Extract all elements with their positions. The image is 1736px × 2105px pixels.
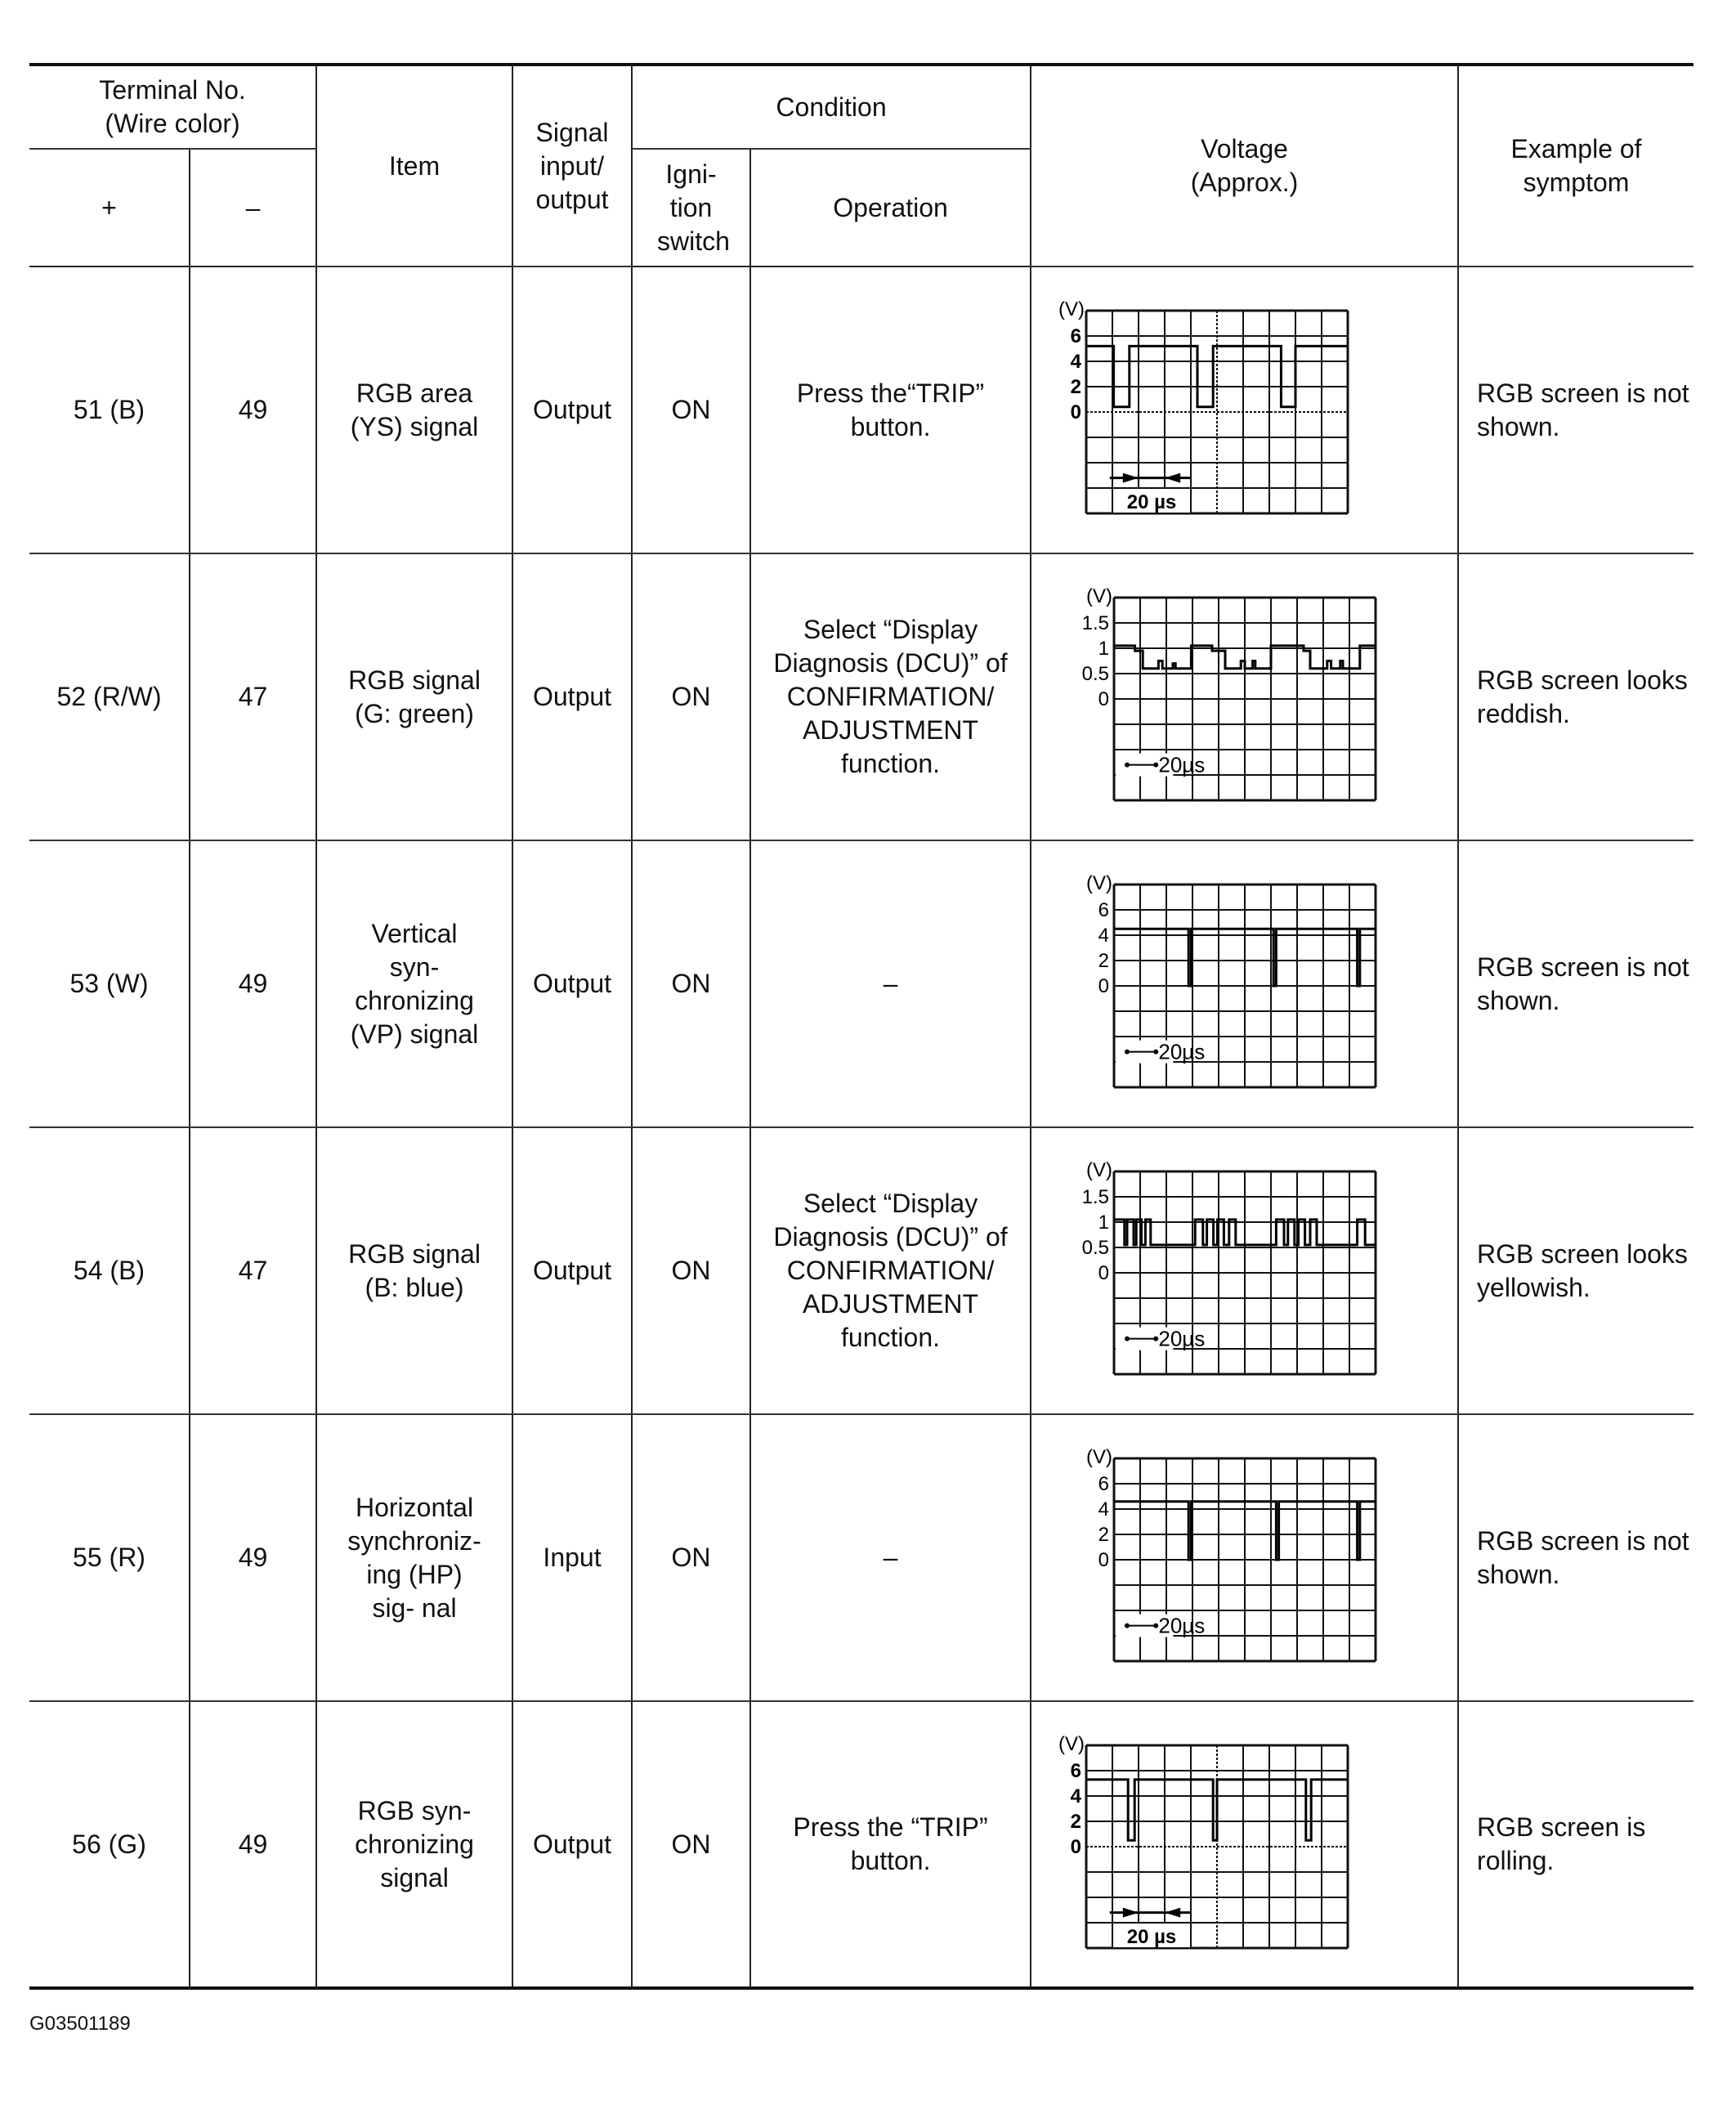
header-condition: Condition: [632, 65, 1031, 149]
voltage-tick-label: 6: [1070, 325, 1082, 347]
header-signal-io: Signal input/ output: [512, 65, 632, 266]
oscilloscope-chart: [1029, 286, 1389, 531]
voltage-tick-label: 6: [1098, 1473, 1110, 1495]
arrow-head-icon: [1123, 473, 1139, 483]
arrow-head-icon: [1165, 473, 1180, 483]
arrow-dot-icon: [1153, 1050, 1158, 1055]
ignition-switch: ON: [632, 840, 750, 1127]
time-scale-label: 20 µs: [1126, 1926, 1177, 1948]
voltage-unit-label: (V): [1086, 872, 1113, 894]
terminal-minus: 49: [190, 840, 316, 1127]
terminal-minus: 49: [190, 266, 316, 553]
item-name: Vertical syn- chronizing (VP) signal: [316, 840, 512, 1127]
table-row: [29, 1701, 1693, 1988]
voltage-waveform: [1031, 266, 1458, 553]
time-scale-label: 20 µs: [1126, 491, 1177, 513]
item-name: Horizontal synchroniz- ing (HP) sig- nal: [316, 1414, 512, 1701]
time-scale-label: 20µs: [1158, 1326, 1206, 1351]
symptom: RGB screen is not shown.: [1458, 1414, 1693, 1701]
time-scale-label: 20µs: [1158, 1613, 1206, 1638]
arrow-dot-icon: [1125, 1337, 1130, 1341]
ignition-switch: ON: [632, 1127, 750, 1414]
oscilloscope-chart: [1057, 1434, 1416, 1679]
figure-id: G03501189: [29, 2013, 131, 2035]
voltage-tick-label: 1.5: [1081, 1186, 1110, 1208]
terminal-minus: 49: [190, 1701, 316, 1988]
header-symptom: Example of symptom: [1458, 65, 1693, 266]
operation: Press the“TRIP” button.: [750, 266, 1031, 553]
header-item: Item: [316, 65, 512, 266]
signal-io: Output: [512, 840, 632, 1127]
terminal-plus: 53 (W): [29, 840, 190, 1127]
item-name: RGB signal (B: blue): [316, 1127, 512, 1414]
voltage-tick-label: 0.5: [1081, 1237, 1110, 1259]
operation: Select “Display Diagnosis (DCU)” of CONFIRMATION/ ADJUSTMENT function.: [750, 553, 1031, 840]
item-name: RGB syn- chronizing signal: [316, 1701, 512, 1988]
ignition-switch: ON: [632, 553, 750, 840]
voltage-tick-label: 0.5: [1081, 663, 1110, 685]
voltage-waveform: [1031, 1127, 1458, 1414]
terminal-plus: 51 (B): [29, 266, 190, 553]
ignition-switch: ON: [632, 1414, 750, 1701]
oscilloscope-chart: [1057, 573, 1416, 818]
voltage-waveform: [1031, 1414, 1458, 1701]
terminal-no-label: Terminal No.: [99, 75, 246, 105]
voltage-unit-label: (V): [1086, 1446, 1113, 1468]
voltage-tick-label: 2: [1098, 950, 1110, 972]
voltage-unit-label: (V): [1086, 1159, 1113, 1181]
header-terminal-no: [29, 65, 316, 149]
terminal-plus: 52 (R/W): [29, 553, 190, 840]
table-body: [29, 266, 1693, 1988]
item-name: RGB area (YS) signal: [316, 266, 512, 553]
table-row: [29, 1127, 1693, 1414]
oscilloscope-chart: [1057, 1147, 1416, 1392]
arrow-head-icon: [1123, 1908, 1139, 1918]
voltage-unit-label: (V): [1058, 1733, 1085, 1755]
voltage-unit-label: (V): [1086, 585, 1113, 607]
operation: Select “Display Diagnosis (DCU)” of CONFIRMATION/ ADJUSTMENT function.: [750, 1127, 1031, 1414]
waveform-trace: [1086, 1780, 1348, 1840]
voltage-tick-label: 1: [1098, 1211, 1110, 1234]
item-name: RGB signal (G: green): [316, 553, 512, 840]
voltage-waveform: [1031, 840, 1458, 1127]
table-row: [29, 840, 1693, 1127]
ignition-switch: ON: [632, 1701, 750, 1988]
table-row: [29, 266, 1693, 553]
terminal-table: [29, 63, 1693, 1990]
terminal-plus: 56 (G): [29, 1701, 190, 1988]
voltage-tick-label: 0: [1098, 1262, 1110, 1284]
symptom: RGB screen is not shown.: [1458, 840, 1693, 1127]
voltage-tick-label: 0: [1098, 975, 1110, 997]
voltage-tick-label: 0: [1098, 688, 1110, 710]
operation: –: [750, 1414, 1031, 1701]
voltage-unit-label: (V): [1058, 298, 1085, 320]
arrow-dot-icon: [1153, 763, 1158, 768]
voltage-tick-label: 0: [1070, 1836, 1082, 1858]
header-ignition-switch: Igni- tion switch: [632, 149, 750, 266]
symptom: RGB screen is rolling.: [1458, 1701, 1693, 1988]
terminal-minus: 47: [190, 1127, 316, 1414]
oscilloscope-chart: [1029, 1721, 1389, 1966]
time-scale-label: 20µs: [1158, 1039, 1206, 1064]
arrow-dot-icon: [1125, 1624, 1130, 1628]
table-row: [29, 553, 1693, 840]
terminal-minus: 47: [190, 553, 316, 840]
signal-io: Input: [512, 1414, 632, 1701]
header-operation: Operation: [750, 149, 1031, 266]
oscilloscope-chart: [1057, 860, 1416, 1105]
terminal-plus: 55 (R): [29, 1414, 190, 1701]
voltage-tick-label: 2: [1070, 1811, 1082, 1833]
symptom: RGB screen is not shown.: [1458, 266, 1693, 553]
terminal-plus: 54 (B): [29, 1127, 190, 1414]
signal-io: Output: [512, 1701, 632, 1988]
arrow-head-icon: [1165, 1908, 1180, 1918]
voltage-tick-label: 6: [1070, 1760, 1082, 1782]
arrow-dot-icon: [1125, 763, 1130, 768]
voltage-tick-label: 0: [1070, 401, 1082, 423]
voltage-tick-label: 2: [1070, 376, 1082, 398]
operation: Press the “TRIP” button.: [750, 1701, 1031, 1988]
voltage-tick-label: 2: [1098, 1524, 1110, 1546]
voltage-waveform: [1031, 1701, 1458, 1988]
arrow-dot-icon: [1153, 1337, 1158, 1341]
voltage-waveform: [1031, 553, 1458, 840]
voltage-tick-label: 1.5: [1081, 612, 1110, 634]
header-plus: +: [29, 149, 190, 266]
voltage-tick-label: 4: [1070, 1785, 1082, 1807]
terminal-minus: 49: [190, 1414, 316, 1701]
table-row: [29, 1414, 1693, 1701]
symptom: RGB screen looks yellowish.: [1458, 1127, 1693, 1414]
header-voltage: Voltage (Approx.): [1031, 65, 1458, 266]
voltage-tick-label: 6: [1098, 899, 1110, 921]
signal-io: Output: [512, 1127, 632, 1414]
signal-io: Output: [512, 266, 632, 553]
voltage-tick-label: 1: [1098, 638, 1110, 660]
voltage-tick-label: 4: [1098, 925, 1110, 947]
symptom: RGB screen looks reddish.: [1458, 553, 1693, 840]
signal-io: Output: [512, 553, 632, 840]
wire-color-label: (Wire color): [105, 109, 240, 138]
ignition-switch: ON: [632, 266, 750, 553]
voltage-tick-label: 4: [1070, 351, 1082, 373]
voltage-tick-label: 4: [1098, 1498, 1110, 1521]
arrow-dot-icon: [1153, 1624, 1158, 1628]
header-minus: –: [190, 149, 316, 266]
arrow-dot-icon: [1125, 1050, 1130, 1055]
time-scale-label: 20µs: [1158, 752, 1206, 777]
operation: –: [750, 840, 1031, 1127]
voltage-tick-label: 0: [1098, 1549, 1110, 1571]
